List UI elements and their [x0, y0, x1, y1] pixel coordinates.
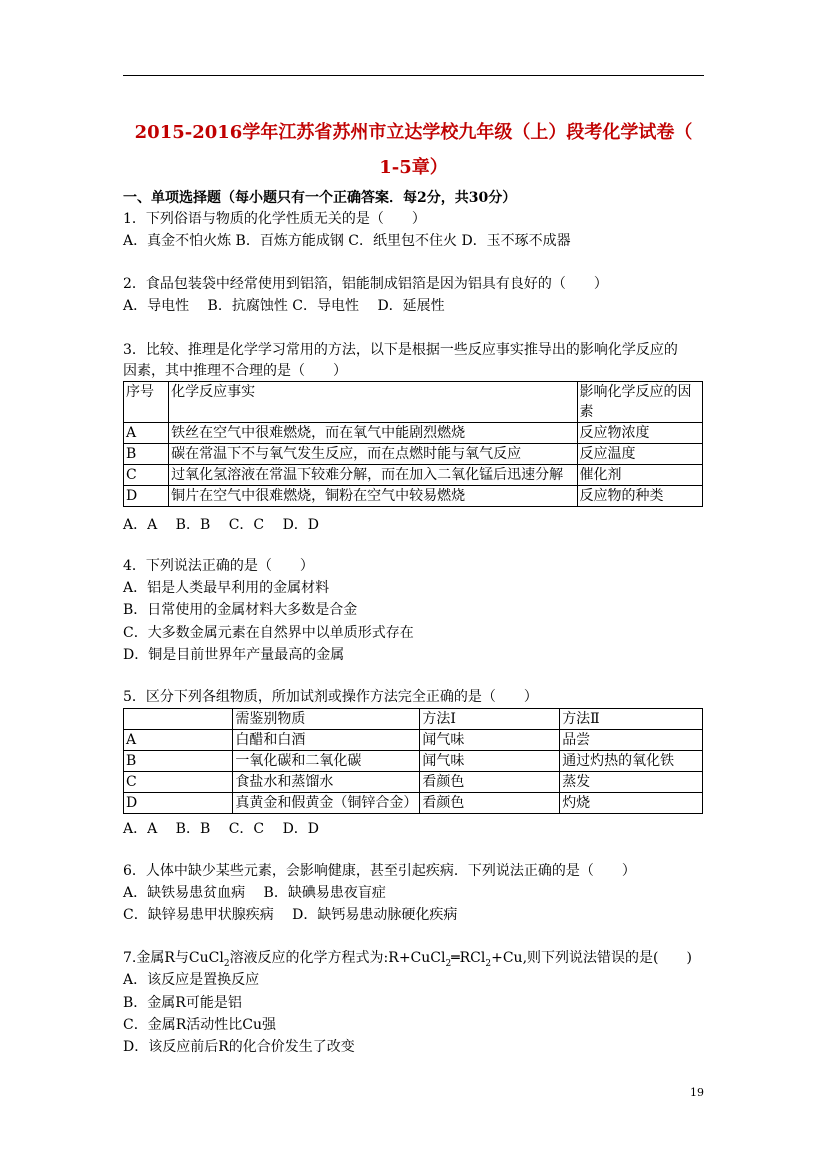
- table-cell: A: [124, 730, 233, 751]
- table-cell: 灼烧: [560, 793, 703, 814]
- table-cell: 反应物的种类: [577, 486, 702, 507]
- table-cell: 真黄金和假黄金（铜锌合金）: [233, 793, 420, 814]
- table-header-row: [124, 709, 703, 730]
- q7-option-d: D．该反应前后R的化合价发生了改变: [123, 1039, 355, 1055]
- q7-stem-part: 溶液反应的化学方程式为:R+CuCl: [229, 950, 446, 966]
- table-cell: 通过灼热的氧化铁: [560, 751, 703, 772]
- table-cell: 方法Ⅰ: [420, 709, 560, 730]
- table-cell: 反应温度: [577, 444, 702, 465]
- q6-stem: 6．人体中缺少某些元素，会影响健康，甚至引起疾病．下列说法正确的是（ ）: [123, 863, 636, 879]
- table-cell: 铁丝在空气中很难燃烧，而在氧气中能剧烈燃烧: [169, 423, 577, 444]
- table-cell: 一氧化碳和二氧化碳: [233, 751, 420, 772]
- q2-options: A．导电性 B．抗腐蚀性 C．导电性 D．延展性: [123, 298, 445, 314]
- table-cell: 碳在常温下不与氧气发生反应，而在点燃时能与氧气反应: [169, 444, 577, 465]
- page-number: 19: [690, 1086, 704, 1099]
- table-cell: 看颜色: [420, 793, 560, 814]
- q7-stem: [123, 949, 692, 973]
- exam-title-line2: 1-5章）: [379, 157, 448, 178]
- q4-option-c: C．大多数金属元素在自然界中以单质形式存在: [123, 625, 414, 641]
- table-row: [124, 486, 703, 507]
- subscript: 2: [485, 958, 492, 969]
- q7-stem-part: ═RCl: [451, 950, 486, 966]
- q7-option-b: B．金属R可能是铝: [123, 995, 242, 1011]
- q4-option-a: A．铝是人类最早利用的金属材料: [123, 580, 330, 596]
- table-cell: C: [124, 465, 169, 486]
- table-row: [124, 793, 703, 814]
- table-row: [124, 772, 703, 793]
- subscript: 2: [223, 958, 230, 969]
- table-row: [124, 444, 703, 465]
- table-cell: 铜片在空气中很难燃烧，铜粉在空气中较易燃烧: [169, 486, 577, 507]
- table-cell: 过氧化氢溶液在常温下较难分解，而在加入二氧化锰后迅速分解: [169, 465, 577, 486]
- table-cell: D: [124, 793, 233, 814]
- q7-stem-part: +Cu,则下列说法错误的是( ): [491, 950, 692, 966]
- table-cell: [124, 709, 233, 730]
- q7-stem-part: 7.金属R与CuCl: [123, 950, 224, 966]
- table-row: [124, 423, 703, 444]
- table-cell: 反应物浓度: [577, 423, 702, 444]
- table-cell: 需鉴别物质: [233, 709, 420, 730]
- q5-table: [123, 708, 703, 814]
- q5-stem: 5．区分下列各组物质，所加试剂或操作方法完全正确的是（ ）: [123, 689, 538, 705]
- table-cell: 影响化学反应的因素: [577, 382, 702, 423]
- table-cell: A: [124, 423, 169, 444]
- table-cell: C: [124, 772, 233, 793]
- table-cell: 品尝: [560, 730, 703, 751]
- q3-options: A．A B．B C．C D．D: [123, 517, 320, 533]
- section-heading: 一、单项选择题（每小题只有一个正确答案．每2分，共30分）: [123, 190, 517, 206]
- q6-options-cd: C．缺锌易患甲状腺疾病 D．缺钙易患动脉硬化疾病: [123, 907, 458, 923]
- table-row: [124, 465, 703, 486]
- table-cell: B: [124, 444, 169, 465]
- table-row: [124, 730, 703, 751]
- q7-option-c: C．金属R活动性比Cu强: [123, 1017, 276, 1033]
- table-cell: 序号: [124, 382, 169, 423]
- q4-option-b: B．日常使用的金属材料大多数是合金: [123, 602, 358, 618]
- table-cell: D: [124, 486, 169, 507]
- table-cell: 化学反应事实: [169, 382, 577, 423]
- q5-options: A．A B．B C．C D．D: [123, 821, 320, 837]
- table-cell: 闻气味: [420, 730, 560, 751]
- table-cell: 方法Ⅱ: [560, 709, 703, 730]
- table-cell: 看颜色: [420, 772, 560, 793]
- q2-stem: 2．食品包装袋中经常使用到铝箔，铝能制成铝箔是因为铝具有良好的（ ）: [123, 276, 608, 292]
- table-cell: 白醋和白酒: [233, 730, 420, 751]
- exam-title-line1: 2015-2016学年江苏省苏州市立达学校九年级（上）段考化学试卷（: [134, 122, 693, 143]
- table-row: [124, 751, 703, 772]
- q1-options: A．真金不怕火炼 B．百炼方能成钢 C．纸里包不住火 D．玉不琢不成器: [123, 233, 571, 249]
- header-rule: [123, 75, 704, 76]
- table-cell: 闻气味: [420, 751, 560, 772]
- table-cell: 催化剂: [577, 465, 702, 486]
- q3-stem-line2: 因素，其中推理不合理的是（ ）: [123, 363, 347, 379]
- q7-option-a: A．该反应是置换反应: [123, 972, 260, 988]
- table-header-row: [124, 382, 703, 423]
- table-cell: 蒸发: [560, 772, 703, 793]
- q4-stem: 4．下列说法正确的是（ ）: [123, 558, 314, 574]
- q4-option-d: D．铜是目前世界年产量最高的金属: [123, 647, 345, 663]
- table-cell: 食盐水和蒸馏水: [233, 772, 420, 793]
- subscript: 2: [445, 958, 452, 969]
- q3-stem-line1: 3．比较、推理是化学学习常用的方法，以下是根据一些反应事实推导出的影响化学反应的: [123, 342, 678, 358]
- q3-table: [123, 381, 703, 507]
- q6-options-ab: A．缺铁易患贫血病 B．缺碘易患夜盲症: [123, 885, 386, 901]
- table-cell: B: [124, 751, 233, 772]
- q1-stem: 1．下列俗语与物质的化学性质无关的是（ ）: [123, 211, 426, 227]
